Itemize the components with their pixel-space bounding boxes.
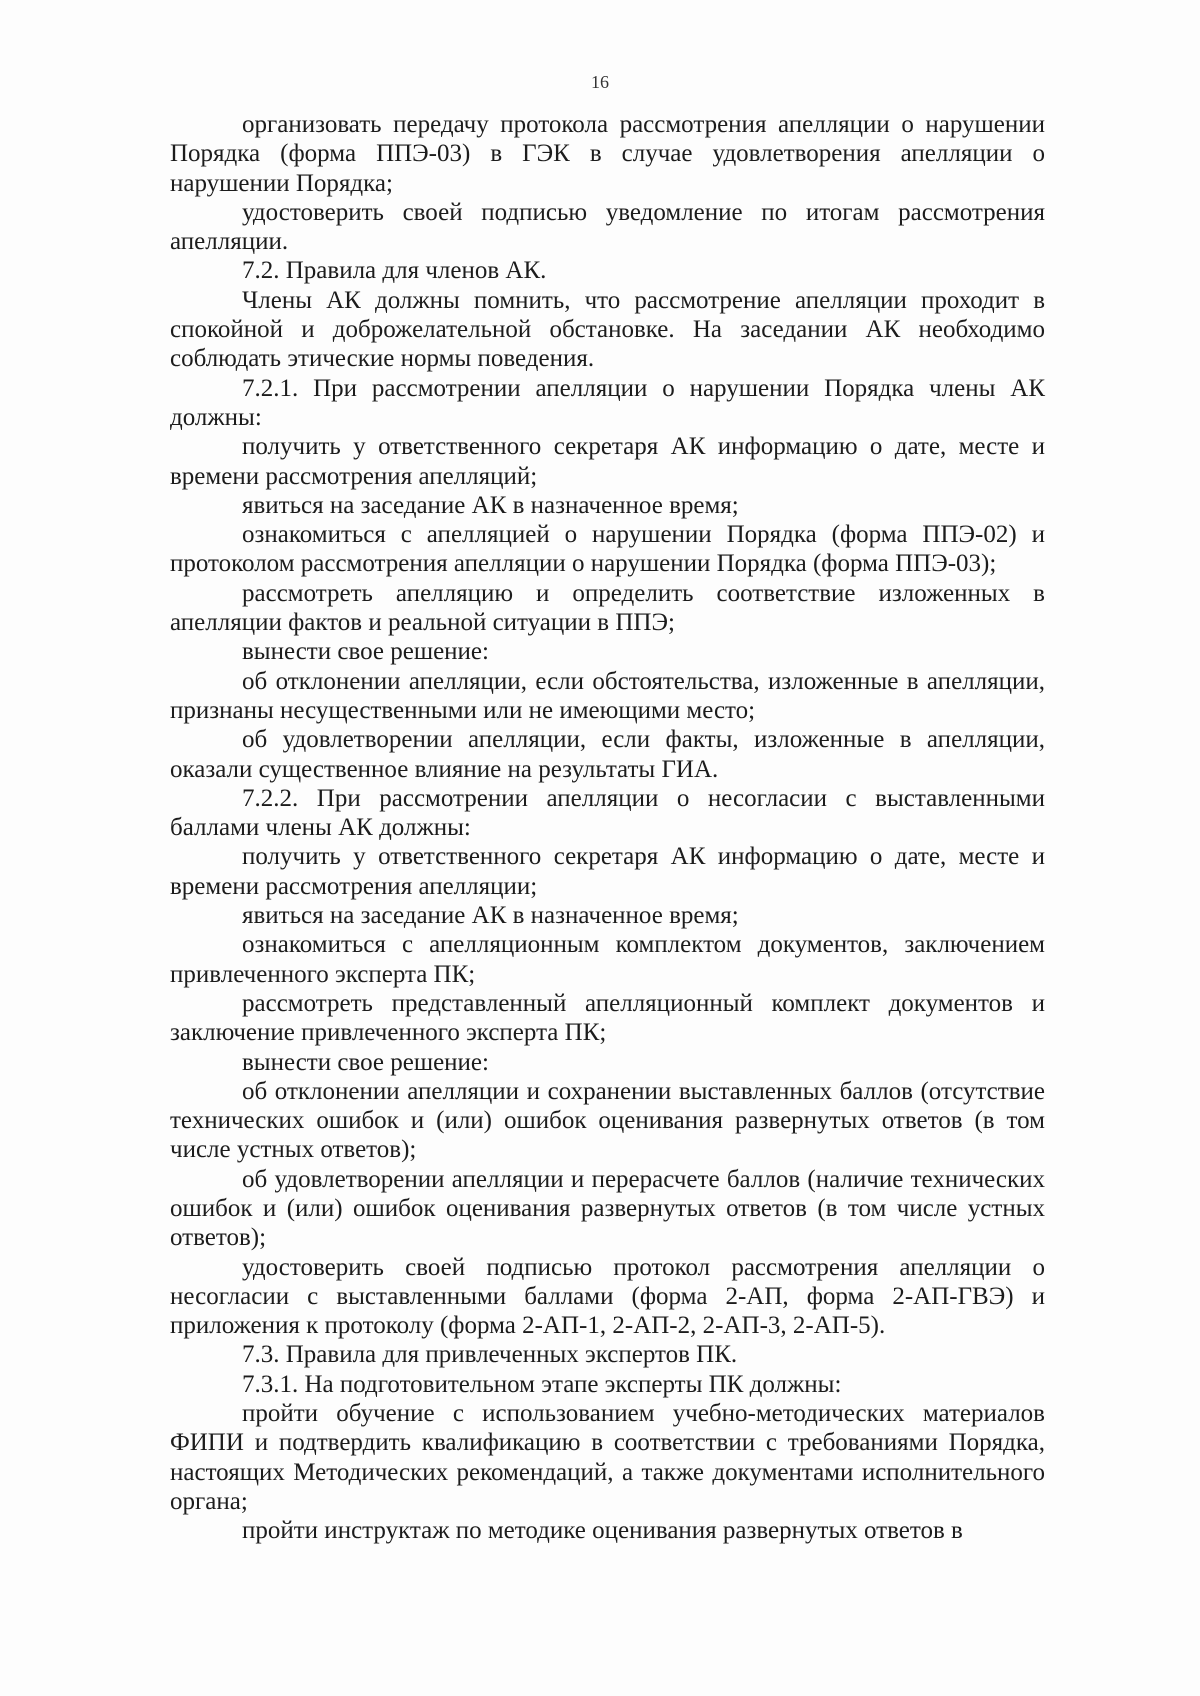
list-item: об отклонении апелляции, если обстоятельства, изложенные в апелляции, признаны несущественными или не имеющими место; bbox=[170, 667, 1045, 724]
list-item: об отклонении апелляции и сохранении выставленных баллов (отсутствие технических ошибок и (или) ошибок оценивания развернутых ответов (в том числе устных ответов); bbox=[170, 1077, 1045, 1164]
paragraph: организовать передачу протокола рассмотрения апелляции о нарушении Порядка (форма ППЭ-03) в ГЭК в случае удовлетворения апелляции о нарушении Порядка; bbox=[170, 111, 1045, 197]
section-heading: 7.3. Правила для привлеченных экспертов ПК. bbox=[242, 1341, 738, 1369]
list-item: рассмотреть представленный апелляционный комплект документов и заключение привлеченного эксперта ПК; bbox=[170, 989, 1045, 1047]
paragraph: удостоверить своей подписью уведомление по итогам рассмотрения апелляции. bbox=[170, 198, 1045, 256]
list-item: получить у ответственного секретаря АК информацию о дате, месте и времени рассмотрения апелляций; bbox=[170, 433, 1045, 490]
list-item: явиться на заседание АК в назначенное время; bbox=[242, 902, 739, 930]
page-number: 16 bbox=[591, 72, 609, 92]
list-item: ознакомиться с апелляционным комплектом документов, заключением привлеченного эксперта ПК; bbox=[170, 931, 1045, 988]
list-item: рассмотреть апелляцию и определить соответствие изложенных в апелляции фактов и реальной ситуации в ППЭ; bbox=[170, 579, 1045, 637]
paragraph: Члены АК должны помнить, что рассмотрение апелляции проходит в спокойной и доброжелательной обстановке. На заседании АК необходимо соблюдать этические нормы поведения. bbox=[170, 286, 1045, 373]
document-body bbox=[170, 110, 1045, 1546]
list-item: ознакомиться с апелляцией о нарушении Порядка (форма ППЭ-02) и протоколом рассмотрения апелляции о нарушении Порядка (форма ППЭ-03); bbox=[170, 521, 1045, 578]
list-item: вынести свое решение: bbox=[242, 638, 489, 666]
subsection-heading: 7.3.1. На подготовительном этапе эксперты ПК должны: bbox=[242, 1370, 842, 1398]
list-item: об удовлетворении апелляции и перерасчете баллов (наличие технических ошибок и (или) ошибок оценивания развернутых ответов (в том числе устных ответов); bbox=[170, 1165, 1045, 1252]
list-item: удостоверить своей подписью протокол рассмотрения апелляции о несогласии с выставленными баллами (форма 2-АП, форма 2-АП-ГВЭ) и приложения к протоколу (форма 2-АП-1, 2-АП-2, 2-АП-3, 2-АП-5). bbox=[170, 1253, 1045, 1340]
list-item: получить у ответственного секретаря АК информацию о дате, месте и времени рассмотрения апелляции; bbox=[170, 843, 1045, 900]
list-item: явиться на заседание АК в назначенное время; bbox=[242, 491, 739, 519]
list-item: пройти обучение с использованием учебно-методических материалов ФИПИ и подтвердить квалификацию в соответствии с требованиями Порядка, настоящих Методических рекомендаций, а также документами исполнительного органа; bbox=[170, 1400, 1045, 1515]
subsection-heading: 7.2.1. При рассмотрении апелляции о нарушении Порядка члены АК должны: bbox=[170, 374, 1045, 431]
list-item: пройти инструктаж по методике оценивания развернутых ответов в bbox=[242, 1517, 963, 1545]
list-item: об удовлетворении апелляции, если факты, изложенные в апелляции, оказали существенное влияние на результаты ГИА. bbox=[170, 726, 1045, 783]
subsection-heading: 7.2.2. При рассмотрении апелляции о несогласии с выставленными баллами члены АК должны: bbox=[170, 784, 1045, 842]
list-item: вынести свое решение: bbox=[242, 1048, 489, 1076]
section-heading: 7.2. Правила для членов АК. bbox=[242, 257, 547, 285]
